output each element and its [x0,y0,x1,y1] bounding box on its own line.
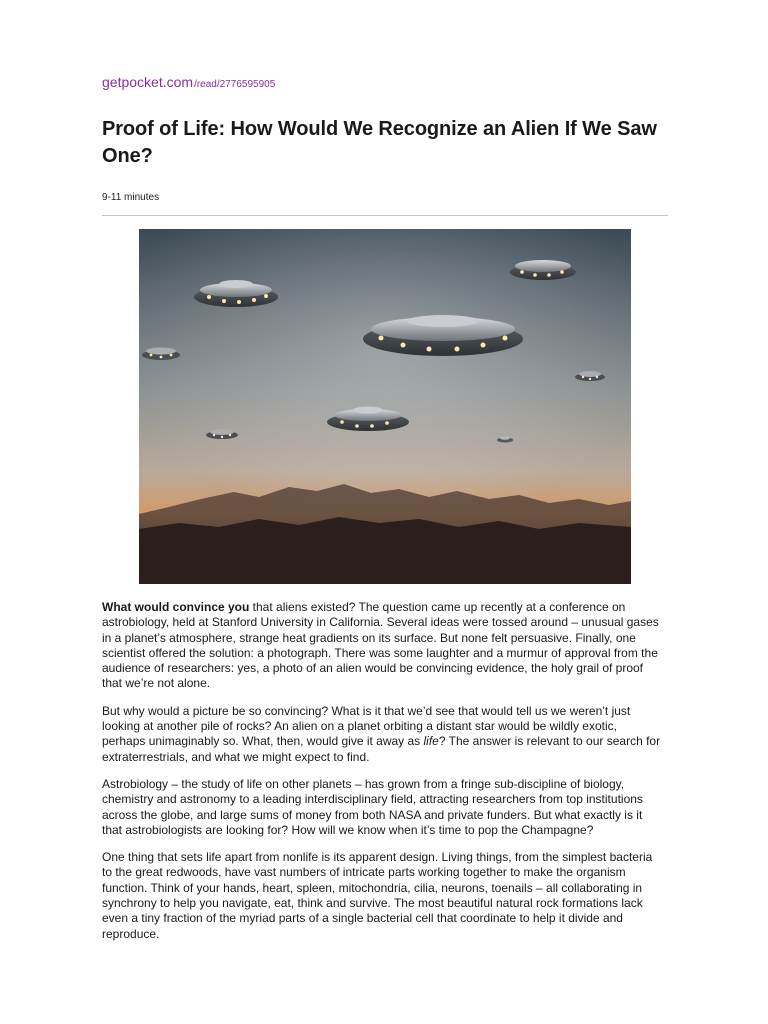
article-paragraph-3: Astrobiology – the study of life on other planets – has grown from a fringe sub-discipline of biology, chemistry and astronomy to a leading interdisciplinary field, attracting researchers from top institutions across the globe, and large sums of money from both NASA and private funders. But what exactly is it that astrobiologists are looking for? How will we know when it’s time to pop the Champagne? [102,776,643,837]
paragraph-text: ? The answer is relevant to our search for extraterrestrials, and what we might expect to find. [102,734,661,764]
ufo-fleet-photo-icon [139,229,631,584]
paragraph-italic: life [423,734,439,749]
paragraph-lead: What would convince you [102,600,250,614]
article-body [102,600,662,942]
ufo-upper-right [510,260,576,280]
source-domain-link[interactable]: getpocket.com [102,74,194,90]
source-path-link[interactable]: /read/2776595905 [194,79,276,90]
header-divider [102,215,668,216]
article-title: Proof of Life: How Would We Recognize an Alien If We Saw One? [102,118,657,167]
paragraph-text: But why would a picture be so convincing? What is it that we’d see that would tell us we weren’t just looking at another pile of rocks? An alien on a planet orbiting a distant star would be wildly exotic, perhaps unimaginably so. What, then, would give it away as [102,703,631,749]
pocket-reader-page [102,70,668,954]
read-time: 9-11 minutes [102,192,160,203]
source-line [102,70,668,94]
paragraph-text: that aliens existed? The question came up recently at a conference on astrobiology, held at Stanford University in California. Several ideas were tossed around – unusual gases in a planet’s atmosphere, strange heat gradients on its surface. But none felt persuasive. Finally, one scientist offered the solution: a photograph. There was some laughter and a murmur of approval from the audience of researchers: yes, a photo of an alien would be convincing evidence, the holy grail of proof that we’re not alone. [102,600,659,691]
article-paragraph-2 [102,704,662,765]
article-paragraph-4: One thing that sets life apart from nonlife is its apparent design. Living things, from the simplest bacteria to the great redwoods, have vast numbers of intricate parts working together to make the organism function. Think of your hands, heart, spleen, mitochondria, cilia, neurons, toenails – all collaborating in synchrony to help you navigate, eat, think and survive. The most beautiful natural rock formations lack even a tiny fraction of the myriad parts of a single bacterial cell that coordinate to help it divide and reproduce. [102,850,653,941]
article-paragraph-1 [102,600,662,692]
